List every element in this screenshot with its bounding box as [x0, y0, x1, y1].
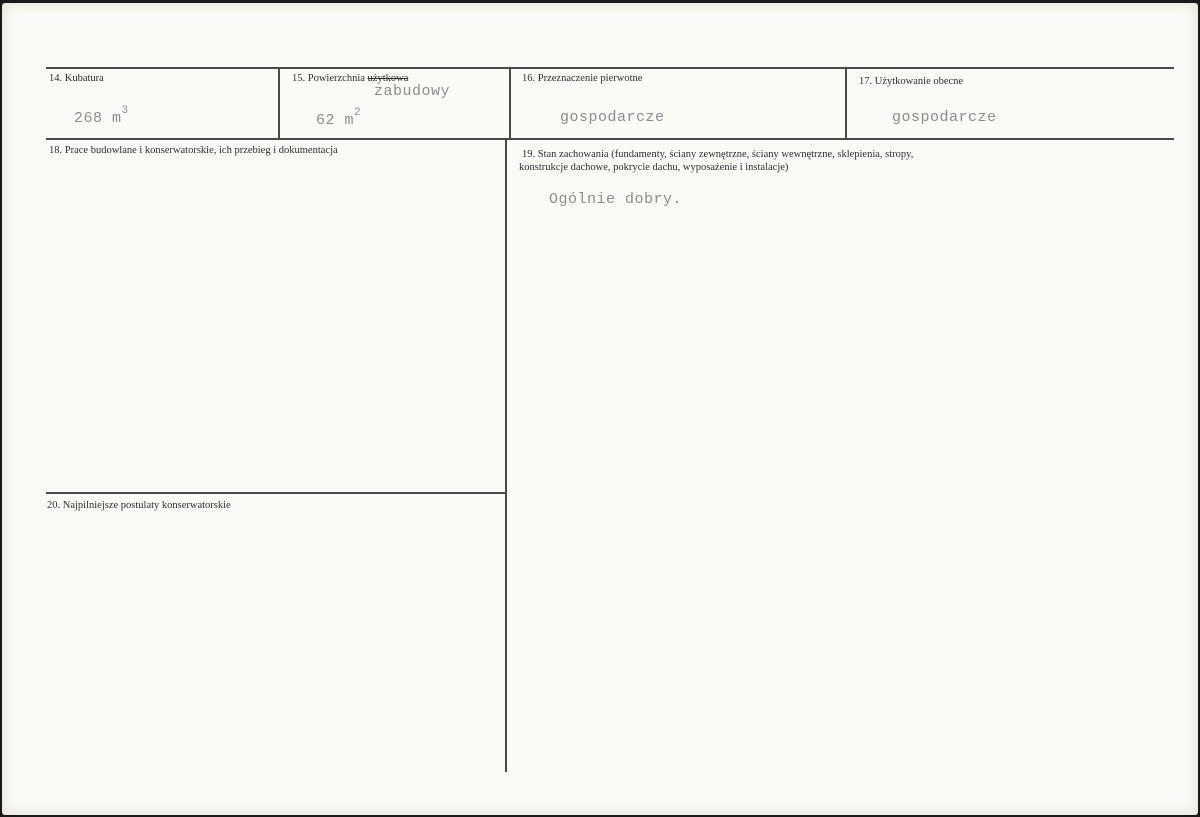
field-15-exponent: 2 [354, 107, 362, 119]
field-19-value: Ogólnie dobry. [549, 191, 683, 208]
divider-16-17 [845, 67, 847, 139]
rule-above-20 [46, 492, 506, 494]
field-15-correction: zabudowy [374, 83, 451, 100]
record-card [2, 3, 1198, 815]
field-14-number: 268 m [74, 110, 122, 127]
field-19-label-line2: konstrukcje dachowe, pokrycie dachu, wyposażenie i instalacje) [519, 162, 789, 173]
field-14-label: 14. Kubatura [49, 73, 104, 84]
field-20-label: 20. Najpilniejsze postulaty konserwatorskie [47, 500, 231, 511]
field-15-value [316, 107, 361, 129]
field-16-value: gospodarcze [560, 109, 665, 126]
divider-15-16 [509, 67, 511, 139]
row1-bottom-rule [46, 138, 1174, 140]
field-18-label: 18. Prace budowlane i konserwatorskie, ich przebieg i dokumentacja [49, 145, 338, 156]
field-16-label: 16. Przeznaczenie pierwotne [522, 73, 643, 84]
field-19-label-line1: 19. Stan zachowania (fundamenty, ściany zewnętrzne, ściany wewnętrzne, sklepienia, stropy, [522, 149, 914, 160]
field-14-value [74, 105, 129, 127]
field-15-struck-word: użytkowa [367, 73, 409, 84]
divider-14-15 [278, 67, 280, 139]
field-15-number: 62 m [316, 112, 355, 129]
divider-main-vertical [505, 139, 507, 772]
field-17-value: gospodarcze [892, 109, 997, 126]
field-14-exponent: 3 [121, 105, 129, 117]
field-17-label: 17. Użytkowanie obecne [859, 76, 964, 87]
field-15-label-text: 15. Powierzchnia [292, 73, 365, 84]
top-rule [46, 67, 1174, 69]
